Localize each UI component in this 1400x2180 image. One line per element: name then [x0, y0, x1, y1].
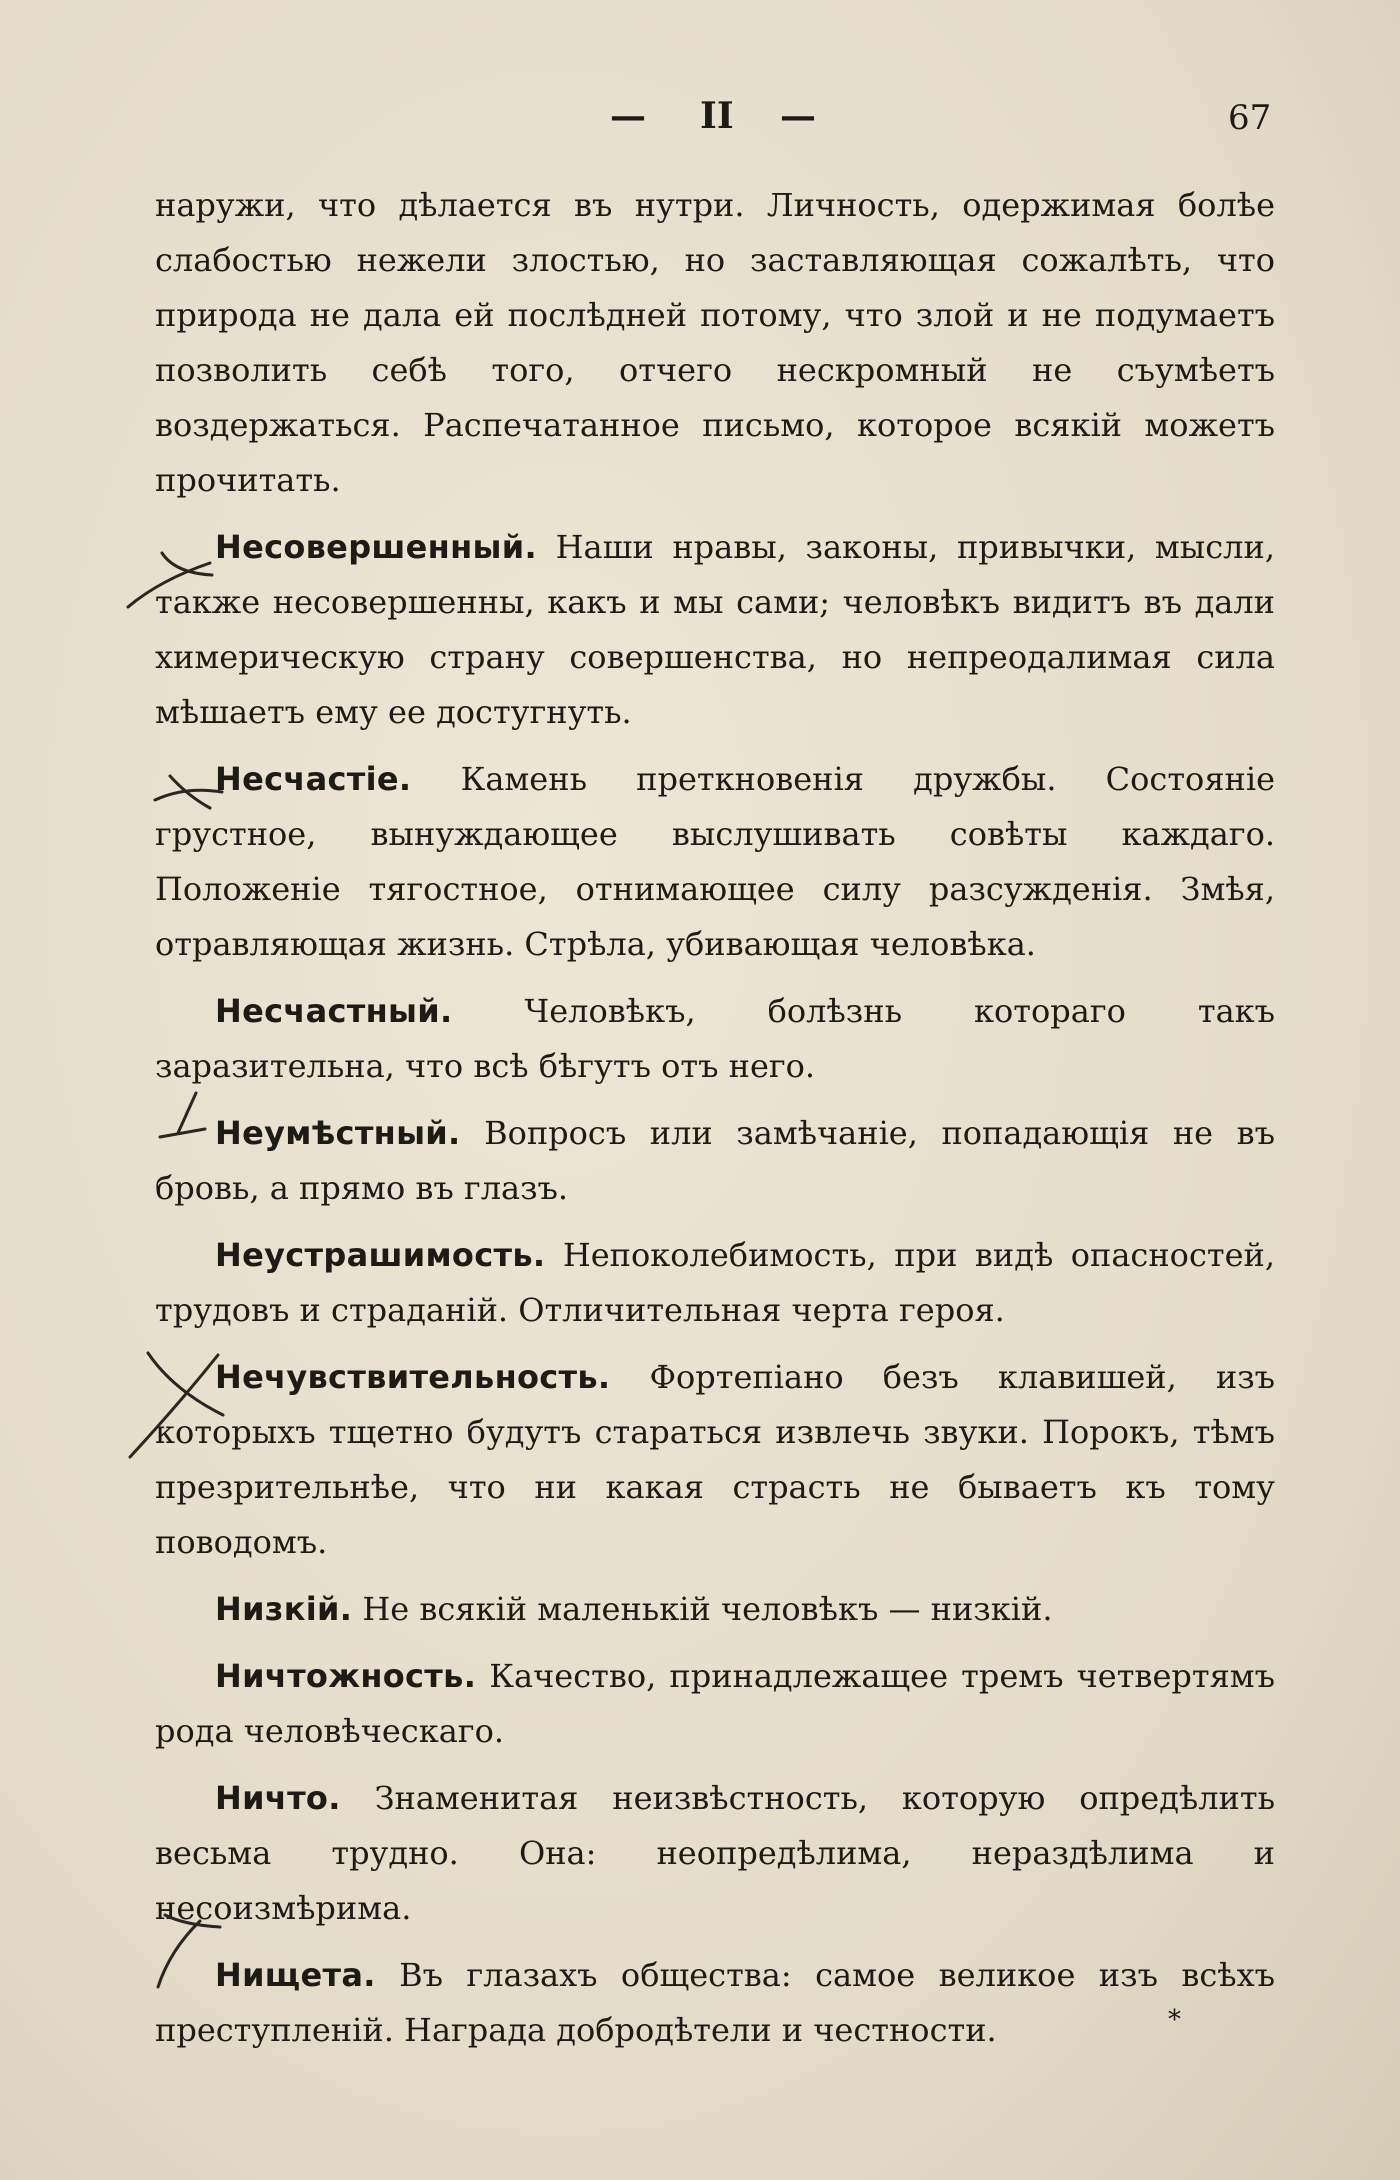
- pen-mark-x: [118, 1345, 228, 1465]
- entry-term: Несовершенный.: [215, 528, 537, 566]
- pen-mark-cross-3: [140, 1905, 230, 1995]
- pen-mark-cross-1: [120, 545, 220, 615]
- entry-term: Несчастный.: [215, 992, 453, 1030]
- pen-mark-tick: [150, 1085, 220, 1145]
- entry-term: Неустрашимость.: [215, 1236, 546, 1274]
- running-header: [600, 95, 840, 145]
- entry-definition: Фортепіано безъ клавишей, изъ которыхъ тщетно будутъ стараться извлечь звуки. Порокъ, тѣмъ презрительнѣе, что ни какая страсть не бываетъ къ тому поводомъ.: [155, 1358, 1276, 1561]
- entry-neschastny: [155, 984, 1275, 1094]
- entry-term: Ничтожность.: [215, 1657, 477, 1695]
- entry-nizkiy: [155, 1582, 1275, 1637]
- entry-term: Ничто.: [215, 1779, 341, 1817]
- entry-nichtozhnost: [155, 1649, 1275, 1759]
- header-dash-left: —: [610, 95, 646, 137]
- entry-definition: Качество, принадлежащее тремъ четвертямъ рода человѣческаго.: [155, 1657, 1276, 1750]
- entry-nechuvstvitelnost: [155, 1350, 1275, 1570]
- entry-term: Несчастіе.: [215, 760, 412, 798]
- entry-term: Неумѣстный.: [215, 1114, 461, 1152]
- entry-definition: Знаменитая неизвѣстность, которую опредѣлить весьма трудно. Она: неопредѣлима, нераздѣлима и несоизмѣрима.: [155, 1779, 1276, 1927]
- entry-neumestny: [155, 1106, 1275, 1216]
- entry-definition: Вопросъ или замѣчаніе, попадающія не въ бровь, а прямо въ глазъ.: [155, 1114, 1276, 1207]
- page-number: 67: [1228, 98, 1272, 138]
- entry-term: Нищета.: [215, 1956, 376, 1994]
- entry-nishcheta: [155, 1948, 1275, 2058]
- continuation-paragraph: наружи, что дѣлается въ нутри. Личность, одержимая болѣе слабостью нежели злостью, но заставляющая сожалѣть, что природа не дала ей послѣдней потому, что злой и не подумаетъ позволить себѣ того, отчего нескромный не съумѣетъ воздержаться. Распечатанное письмо, которое всякій можетъ прочитать.: [155, 186, 1275, 499]
- entry-nichto: [155, 1771, 1275, 1936]
- entry-definition: Непоколебимость, при видѣ опасностей, трудовъ и страданій. Отличительная черта героя.: [155, 1236, 1276, 1329]
- header-signature-mark: II: [700, 95, 734, 137]
- entry-definition: Наши нравы, законы, привычки, мысли, также несовершенны, какъ и мы сами; человѣкъ видитъ въ дали химерическую страну совершенства, но непреодалимая сила мѣшаетъ ему ее достугнуть.: [155, 528, 1276, 731]
- pen-mark-cross-2: [150, 768, 230, 818]
- entry-definition: Не всякій маленькій человѣкъ — низкій.: [362, 1590, 1053, 1628]
- entry-nesovershenny: [155, 520, 1275, 740]
- entry-neustrashimost: [155, 1228, 1275, 1338]
- entry-definition: Въ глазахъ общества: самое великое изъ всѣхъ преступленій. Награда добродѣтели и честности.: [155, 1956, 1276, 2049]
- entry-definition: Человѣкъ, болѣзнь котораго такъ заразительна, что всѣ бѣгутъ отъ него.: [155, 992, 1276, 1085]
- entry-term: Нечувствительность.: [215, 1358, 611, 1396]
- dictionary-text: [155, 178, 1275, 2070]
- header-dash-right: —: [780, 95, 816, 137]
- entry-term: Низкій.: [215, 1590, 353, 1628]
- entry-definition: Камень преткновенія дружбы. Состояніе грустное, вынуждающее выслушивать совѣты каждаго. Положеніе тягостное, отнимающее силу разсужденія. Змѣя, отравляющая жизнь. Стрѣла, убивающая человѣка.: [155, 760, 1276, 963]
- entry-neschastie: [155, 752, 1275, 972]
- footer-asterisk: *: [1168, 2005, 1181, 2035]
